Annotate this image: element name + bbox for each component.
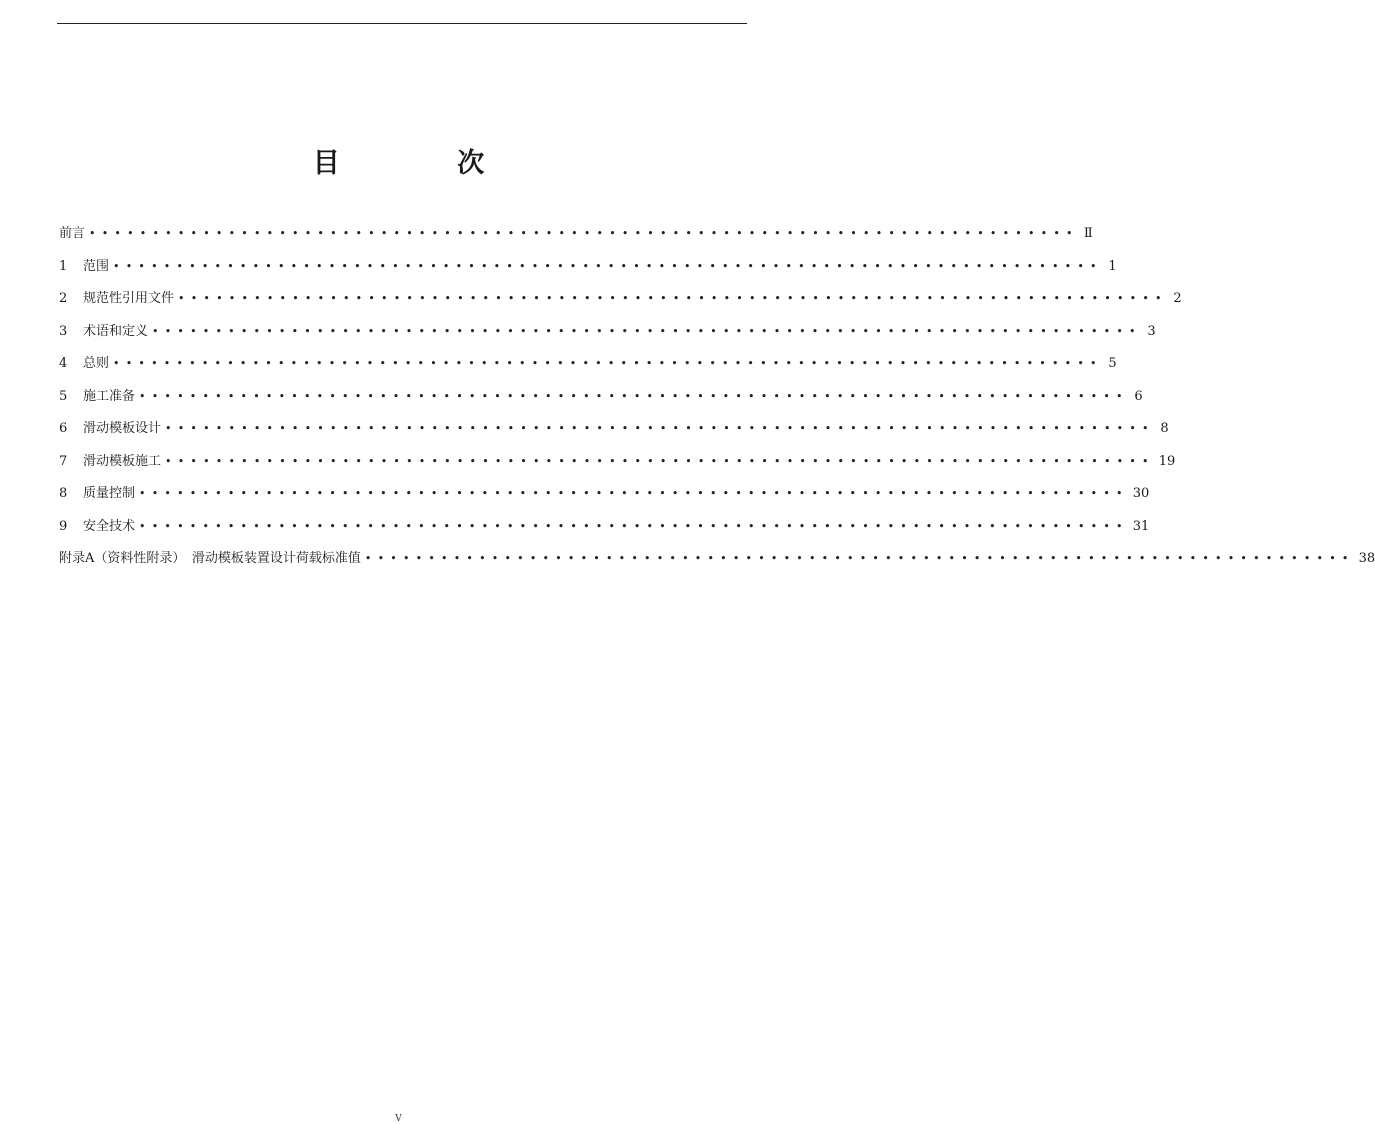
toc-entry-number: 4 — [59, 356, 68, 372]
toc-entry-number: 9 — [59, 518, 68, 534]
toc-leader-dots: •••••••••••••••••••••••••••••••••••••••••••••••••••••••••••••••••••••••••••••• — [165, 454, 1155, 468]
toc-leader-dots: •••••••••••••••••••••••••••••••••••••••••••••••••••••••••••••••••••••••••••••• — [113, 259, 1103, 273]
toc-entry-5[interactable] — [59, 381, 1143, 414]
toc-entry-9[interactable] — [59, 511, 1150, 544]
toc-entry-page: 2 — [1173, 291, 1182, 307]
toc-entry-number: 5 — [59, 388, 68, 404]
toc-entry-page: 31 — [1132, 518, 1150, 534]
toc-entry-page: 38 — [1358, 551, 1375, 567]
toc-leader-dots: •••••••••••••••••••••••••••••••••••••••••••••••••••••••••••••••••••••••••••••• — [364, 552, 1355, 566]
toc-entry-label: 附录A（资料性附录） 滑动模板装置设计荷载标准值 — [59, 551, 361, 567]
toc-entry-page: 8 — [1160, 421, 1169, 437]
toc-entry-page: 6 — [1134, 388, 1143, 404]
toc-entry-label: 规范性引用文件 — [83, 291, 175, 307]
toc-entry-label: 滑动模板施工 — [83, 453, 162, 469]
toc-entry-7[interactable] — [59, 446, 1176, 479]
toc-entry-number: 8 — [59, 486, 68, 502]
toc-entry-1[interactable] — [59, 251, 1117, 284]
toc-entry-2[interactable] — [59, 283, 1182, 316]
toc-entry-page: 19 — [1158, 453, 1176, 469]
toc-entry-preface[interactable] — [59, 218, 1093, 251]
toc-leader-dots: •••••••••••••••••••••••••••••••••••••••••••••••••••••••••••••••••••••••••••••• — [113, 357, 1103, 371]
toc-entry-page: Ⅱ — [1083, 226, 1093, 242]
toc-leader-dots: •••••••••••••••••••••••••••••••••••••••••••••••••••••••••••••••••••••••••••••• — [152, 324, 1142, 338]
toc-leader-dots: •••••••••••••••••••••••••••••••••••••••••••••••••••••••••••••••••••••••••••••• — [139, 519, 1129, 533]
toc-entry-number: 2 — [59, 291, 68, 307]
toc-entry-label: 范围 — [83, 258, 110, 274]
toc-leader-dots: •••••••••••••••••••••••••••••••••••••••••••••••••••••••••••••••••••••••••••••• — [89, 227, 1079, 241]
toc-entry-number: 7 — [59, 453, 68, 469]
toc-entry-page: 5 — [1108, 356, 1117, 372]
table-of-contents — [59, 218, 1375, 576]
toc-entry-label: 术语和定义 — [83, 323, 149, 339]
toc-leader-dots: •••••••••••••••••••••••••••••••••••••••••••••••••••••••••••••••••••••••••••••• — [178, 292, 1168, 306]
toc-entry-number: 3 — [59, 323, 68, 339]
toc-entry-page: 3 — [1147, 323, 1156, 339]
toc-leader-dots: •••••••••••••••••••••••••••••••••••••••••••••••••••••••••••••••••••••••••••••• — [139, 389, 1129, 403]
page-footer-number: V — [395, 1114, 402, 1124]
toc-entry-label: 质量控制 — [83, 486, 136, 502]
page-title: 目 次 — [312, 148, 539, 179]
header-rule — [57, 23, 747, 24]
toc-entry-page: 1 — [1108, 258, 1117, 274]
toc-entry-label: 总则 — [83, 356, 110, 372]
toc-entry-label: 滑动模板设计 — [83, 421, 162, 437]
toc-entry-4[interactable] — [59, 348, 1117, 381]
toc-entry-page: 30 — [1132, 486, 1150, 502]
toc-entry-number: 6 — [59, 421, 68, 437]
toc-entry-6[interactable] — [59, 413, 1169, 446]
toc-entry-label: 前言 — [59, 226, 86, 242]
toc-leader-dots: •••••••••••••••••••••••••••••••••••••••••••••••••••••••••••••••••••••••••••••• — [165, 422, 1155, 436]
toc-entry-label: 安全技术 — [83, 518, 136, 534]
toc-entry-3[interactable] — [59, 316, 1156, 349]
toc-entry-appendix-a[interactable] — [59, 543, 1375, 576]
toc-leader-dots: •••••••••••••••••••••••••••••••••••••••••••••••••••••••••••••••••••••••••••••• — [139, 487, 1129, 501]
toc-entry-8[interactable] — [59, 478, 1150, 511]
toc-entry-number: 1 — [59, 258, 68, 274]
toc-entry-label: 施工准备 — [83, 388, 136, 404]
